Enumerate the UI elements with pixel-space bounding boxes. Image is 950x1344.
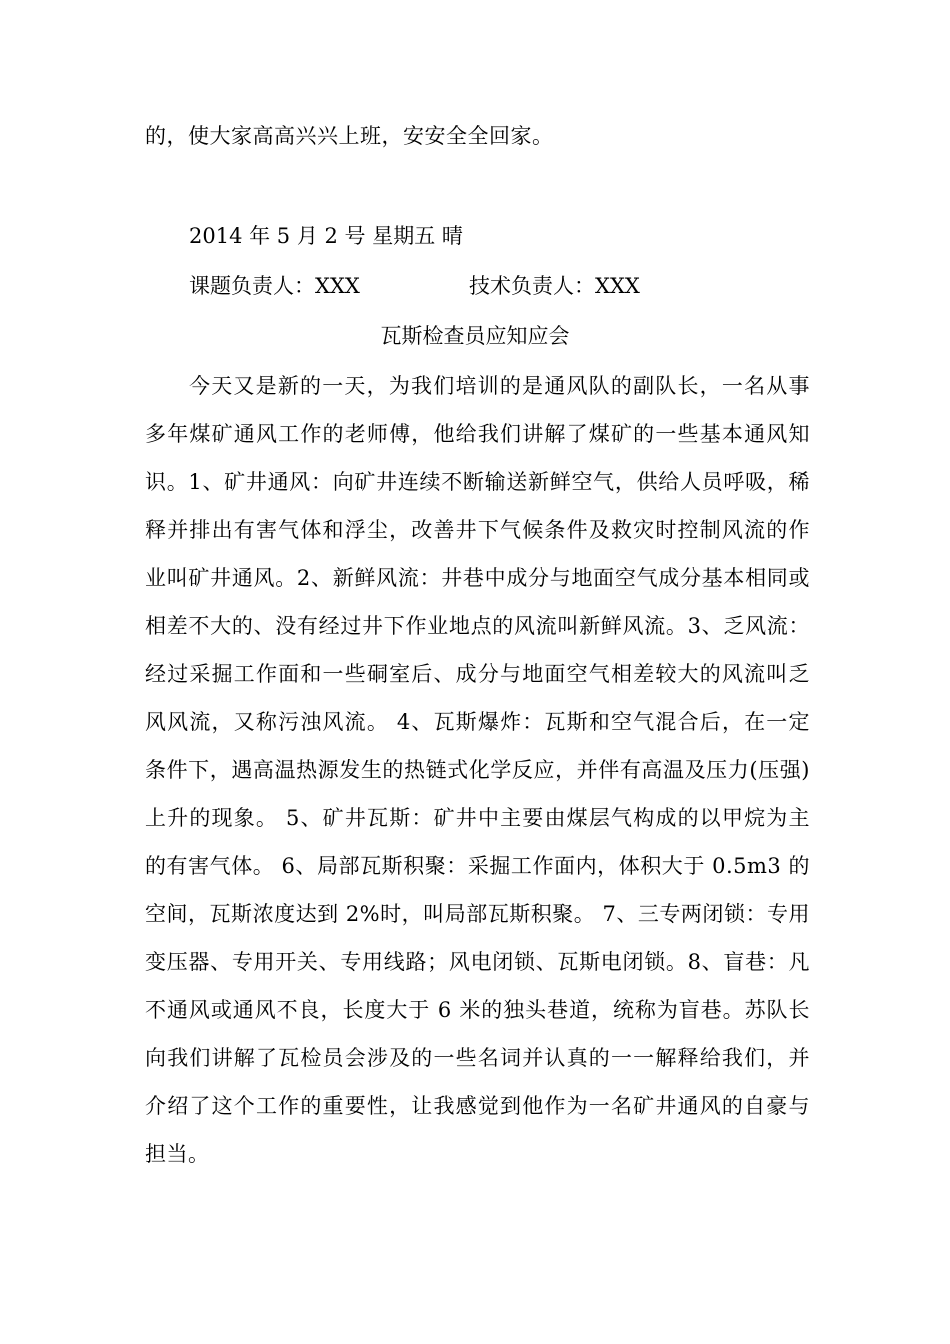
body-paragraph: 今天又是新的一天，为我们培训的是通风队的副队长，一名从事多年煤矿通风工作的老师傅，他给我们讲解了煤矿的一些基本通风知识。1、矿井通风：向矿井连续不断输送新鲜空气，供给人员呼吸，稀释并排出有害气体和浮尘，改善井下气候条件及救灾时控制风流的作业叫矿井通风。2、新鲜风流：井巷中成分与地面空气成分基本相同或相差不大的、没有经过井下作业地点的风流叫新鲜风流。3、乏风流：经过采掘工作面和一些硐室后、成分与地面空气相差较大的风流叫乏风风流，又称污浊风流。 4、瓦斯爆炸：瓦斯和空气混合后，在一定条件下，遇高温热源发生的热链式化学反应，并伴有高温及压力(压强)上升的现象。 5、矿井瓦斯：矿井中主要由煤层气构成的以甲烷为主的有害气体。 6、局部瓦斯积聚：采掘工作面内，体积大于 0.5m3 的空间，瓦斯浓度达到 2%时，叫局部瓦斯积聚。 7、三专两闭锁：专用变压器、专用开关、专用线路；风电闭锁、瓦斯电闭锁。8、盲巷：凡不通风或通风不良，长度大于 6 米的独头巷道，统称为盲巷。苏队长向我们讲解了瓦检员会涉及的一些名词并认真的一一解释给我们，并介绍了这个工作的重要性，让我感觉到他作为一名矿井通风的自豪与担当。 (145, 374, 810, 1166)
tech-lead: 技术负责人：XXX (469, 274, 640, 298)
topic-lead: 课题负责人：XXX (189, 274, 360, 298)
responsible-persons-line (189, 262, 640, 310)
continuation-paragraph: 的，使大家高高兴兴上班，安安全全回家。 (145, 124, 554, 148)
section-title: 瓦斯检查员应知应会 (380, 324, 570, 348)
date-weather-line: 2014 年 5 月 2 号 星期五 晴 (189, 224, 463, 248)
